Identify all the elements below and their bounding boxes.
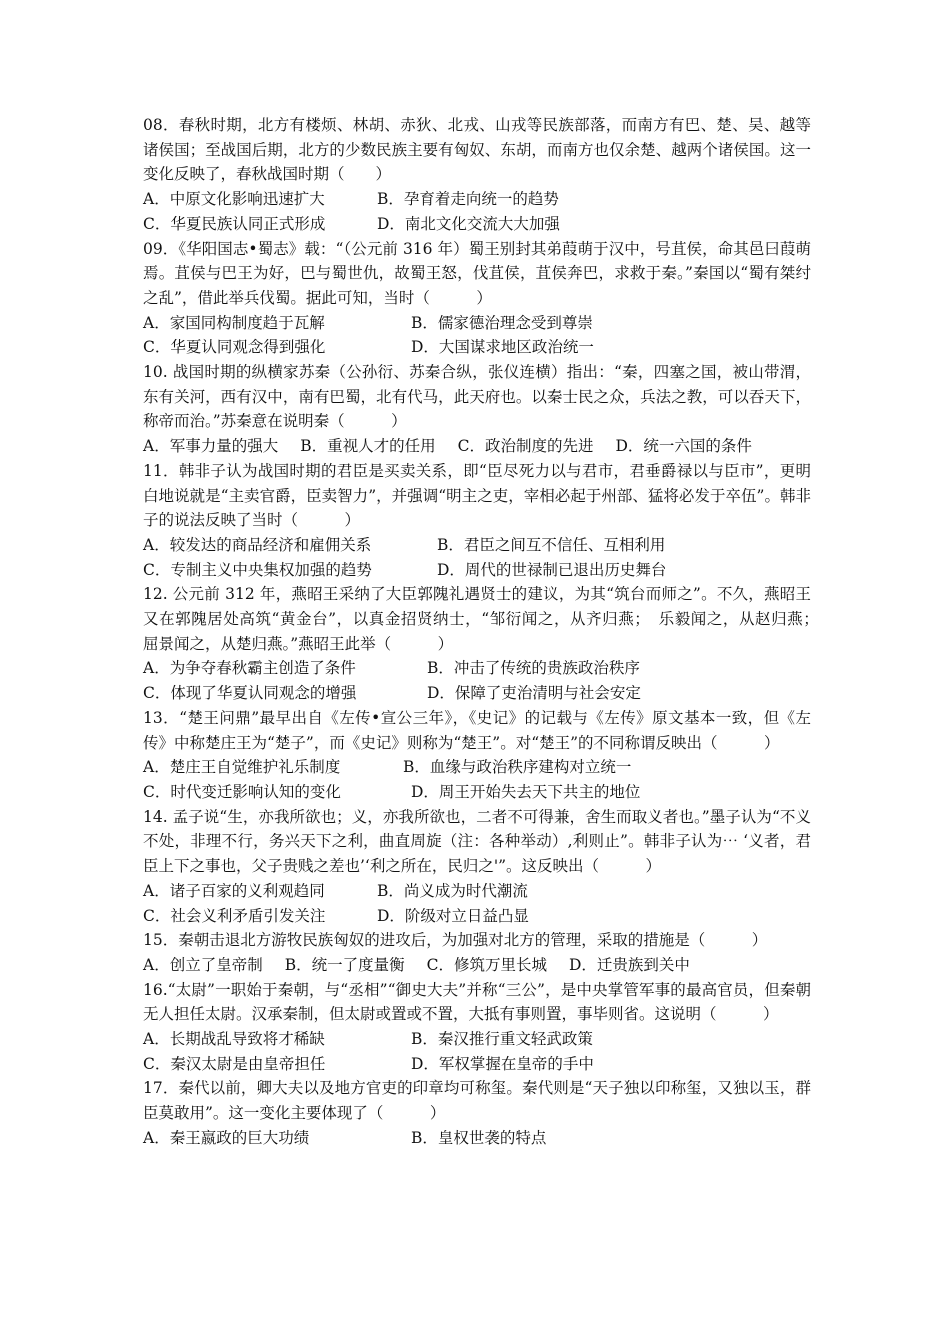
question-16-stem: 16.“太尉”一职始于秦朝，与“丞相”“御史大夫”并称“三公”，是中央掌管军事的最高官员，但秦朝无人担任太尉。汉承秦制，但太尉或置或不置，大抵有事则置，事毕则省。这说明（ ） [143,980,811,1024]
option-a[interactable]: A．诸子百家的义利观趋同 [143,881,325,900]
option-a[interactable]: A．为争夺春秋霸主创造了条件 [143,659,356,678]
option-d[interactable]: D．阶级对立日益凸显 [377,906,529,925]
question-10-options [143,434,811,459]
question-17-options [143,1126,811,1151]
option-c[interactable]: C．专制主义中央集权加强的趋势 [143,560,372,579]
option-b[interactable]: B．冲击了传统的贵族政治秩序 [427,659,640,678]
question-15-options [143,953,811,978]
option-b[interactable]: B．孕育着走向统一的趋势 [377,190,559,209]
question-14-options [143,879,811,928]
question-11-options [143,533,811,582]
question-16-options [143,1027,811,1076]
option-c[interactable]: C．政治制度的先进 [457,437,594,456]
option-a[interactable]: A．较发达的商品经济和雇佣关系 [143,535,372,554]
question-13-stem: 13．“楚王问鼎”最早出自《左传•宣公三年》，《史记》的记载与《左传》原文基本一致，但《左传》中称楚庄王为“楚子”，而《史记》则称为“楚王”。对“楚王”的不同称谓反映出（ ） [143,708,811,752]
question-09-stem: 09．《华阳国志•蜀志》载：“（公元前 316 年）蜀王别封其弟葭萌于汉中，号苴侯，命其邑曰葭萌焉。苴侯与巴王为好，巴与蜀世仇，故蜀王怒，伐苴侯，苴侯奔巴，求救于秦。”秦国以“蜀有桀纣之乱”，借此举兵伐蜀。据此可知，当时（ ） [143,239,811,307]
option-d[interactable]: D．周王开始失去天下共主的地位 [411,782,641,801]
option-a[interactable]: A．军事力量的强大 [143,437,279,456]
option-b[interactable]: B．皇权世袭的特点 [411,1128,547,1147]
question-08-options [143,187,811,236]
option-c[interactable]: C．修筑万里长城 [426,955,547,974]
option-d[interactable]: D．周代的世禄制已退出历史舞台 [437,560,667,579]
question-09-options [143,311,811,360]
option-d[interactable]: D．南北文化交流大大加强 [377,214,560,233]
option-a[interactable]: A．家国同构制度趋于瓦解 [143,313,325,332]
option-c[interactable]: C．秦汉太尉是由皇帝担任 [143,1054,326,1073]
option-c[interactable]: C．华夏认同观念得到强化 [143,338,326,357]
question-12-options [143,656,811,705]
option-d[interactable]: D．大国谋求地区政治统一 [411,338,594,357]
option-a[interactable]: A．秦王嬴政的巨大功绩 [143,1128,310,1147]
option-a[interactable]: A．楚庄王自觉维护礼乐制度 [143,758,341,777]
exam-page [143,113,827,1151]
option-a[interactable]: A．长期战乱导致将才稀缺 [143,1030,325,1049]
option-d[interactable]: D．统一六国的条件 [615,437,752,456]
option-b[interactable]: B．血缘与政治秩序建构对立统一 [403,758,632,777]
question-11-stem: 11．韩非子认为战国时期的君臣是买卖关系，即“臣尽死力以与君市，君垂爵禄以与臣市”，更明白地说就是“主卖官爵，臣卖智力”，并强调“明主之吏，宰相必起于州部、猛将必发于卒伍”。韩非子的说法反映了当时（ ） [143,461,811,530]
option-d[interactable]: D．军权掌握在皇帝的手中 [411,1054,594,1073]
option-a[interactable]: A．中原文化影响迅速扩大 [143,190,325,209]
option-d[interactable]: D．保障了吏治清明与社会安定 [427,684,641,703]
option-b[interactable]: B．儒家德治理念受到尊崇 [411,313,593,332]
option-c[interactable]: C．体现了华夏认同观念的增强 [143,684,357,703]
option-a[interactable]: A．创立了皇帝制 [143,955,263,974]
option-c[interactable]: C．时代变迁影响认知的变化 [143,782,341,801]
option-b[interactable]: B．统一了度量衡 [284,955,405,974]
option-c[interactable]: C．社会义利矛盾引发关注 [143,906,326,925]
option-b[interactable]: B．重视人才的任用 [300,437,436,456]
question-14-stem: 14. 孟子说“生，亦我所欲也；义，亦我所欲也，二者不可得兼，舍生而取义者也。”墨子认为“不义不处，非理不行，务兴天下之利，曲直周旋（注：各种举动）,利则止”。韩非子认为⋯ ‘义者，君臣上下之事也，父子贵贱之差也’‘利之所在，民归之'”。这反映出（ ） [143,807,811,876]
option-d[interactable]: D．迁贵族到关中 [568,955,690,974]
option-b[interactable]: B．秦汉推行重文轻武政策 [411,1030,593,1049]
question-13-options [143,755,811,804]
question-12-stem: 12. 公元前 312 年，燕昭王采纳了大臣郭隗礼遇贤士的建议，为其“筑台而师之”。不久，燕昭王又在郭隗居处高筑“黄金台”，以真金招贤纳士，“邹衍闻之，从齐归燕； 乐毅闻之，从赵归燕； 屈景闻之，从楚归燕。”燕昭王此举（ ） [143,585,827,653]
question-10-stem: 10. 战国时期的纵横家苏秦（公孙衍、苏秦合纵，张仪连横）指出：“秦，四塞之国，被山带渭，东有关河，西有汉中，南有巴蜀，北有代马，此天府也。以秦士民之众，兵法之教，可以吞天下，称帝而治。”苏秦意在说明秦（ ） [143,363,811,431]
option-b[interactable]: B．君臣之间互不信任、互相利用 [437,535,666,554]
question-17-stem: 17．秦代以前，卿大夫以及地方官吏的印章均可称玺。秦代则是“天子独以印称玺，又独以玉，群臣莫敢用”。这一变化主要体现了（ ） [143,1079,811,1123]
question-15-stem: 15．秦朝击退北方游牧民族匈奴的进攻后，为加强对北方的管理，采取的措施是（ ） [143,931,768,950]
option-b[interactable]: B．尚义成为时代潮流 [377,881,528,900]
question-08-stem: 08．春秋时期，北方有楼烦、林胡、赤狄、北戎、山戎等民族部落，而南方有巴、楚、吴、越等诸侯国；至战国后期，北方的少数民族主要有匈奴、东胡，而南方也仅余楚、越两个诸侯国。这一变化反映了，春秋战国时期（ ） [143,116,811,184]
option-c[interactable]: C．华夏民族认同正式形成 [143,214,326,233]
